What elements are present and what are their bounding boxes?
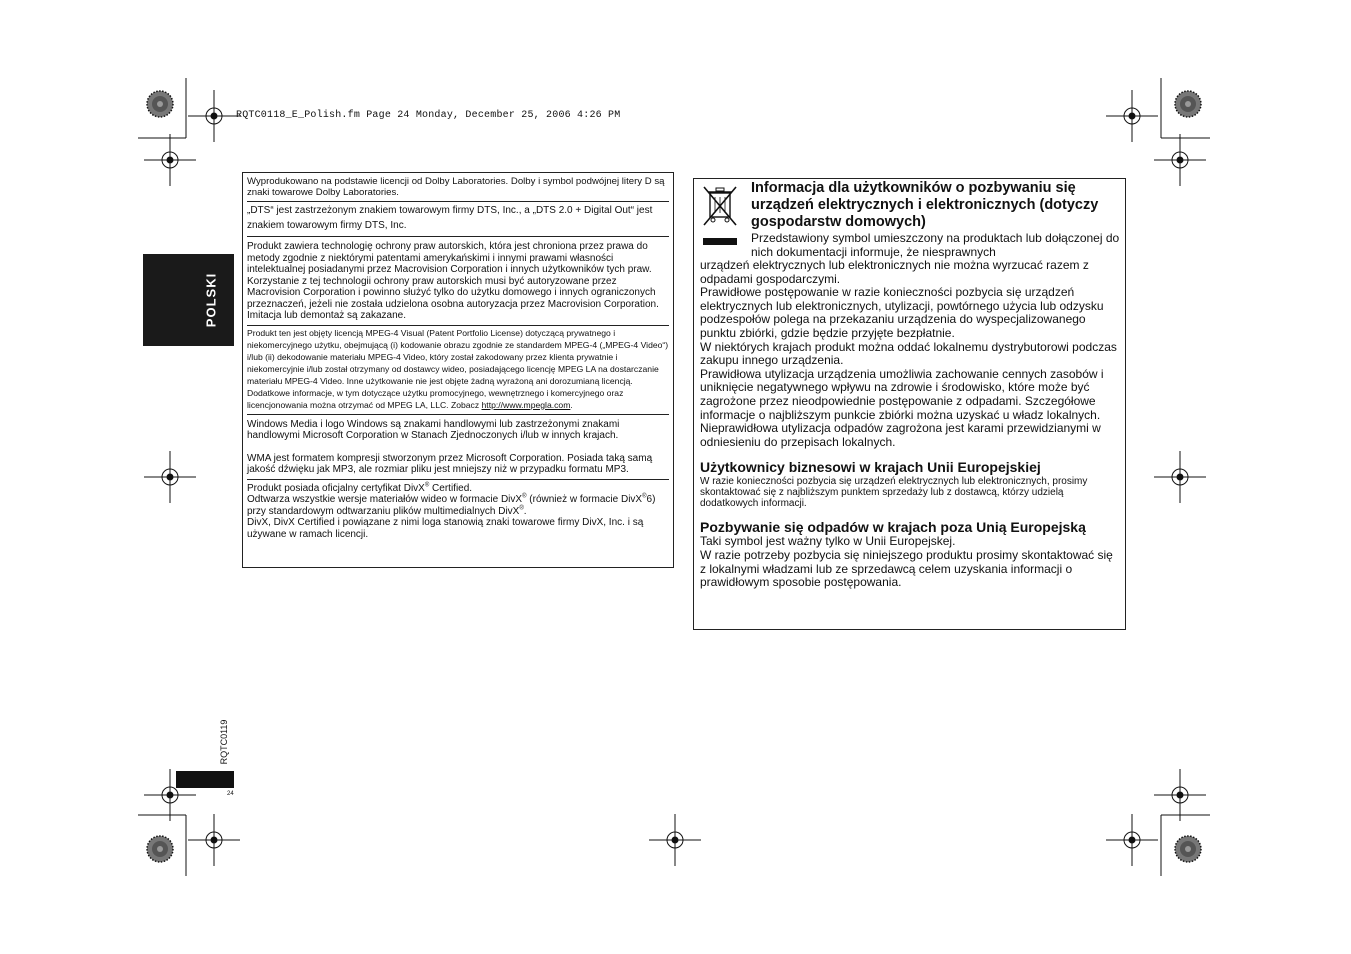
dolby-notice [247, 175, 669, 202]
weee-intro-a: Przedstawiony symbol umieszczony na produktach lub dołączonej do nich dokumentacji informuje, że niesprawnych [751, 231, 1120, 259]
weee-paragraph-3: Prawidłowa utylizacja urządzenia umożliwia zachowanie cennych zasobów i uniknięcie negatywnego wpływu na zdrowie i środowisko, które może być zagrożone przez nieodpowiednie postępowanie z odpadami. Szczegółowe informacje o najbliższym punkcie zbiórki można uzyskać u władz lokalnych. [700, 366, 1104, 422]
dolby-text: Wyprodukowano na podstawie licencji od Dolby Laboratories. Dolby i symbol podwójnej litery D są znaki towarowe Dolby Laboratories. [247, 176, 665, 198]
outside-eu-text-1: Taki symbol jest ważny tylko w Unii Europejskej. [700, 534, 956, 549]
weee-paragraph-1: Prawidłowe postępowanie w razie konieczności pozbycia się urządzeń elektrycznych lub elektronicznych, utylizacji, powtórnego użycia lub odzysku podzespołów polega na przekazaniu urządzenia do wyspecjalizowanego punktu zbiórki, gdzie będzie przyjęte bezpłatnie. [700, 285, 1104, 340]
mpeg4-notice [247, 326, 669, 415]
outside-eu-heading: Pozbywanie się odpadów w krajach poza Unią Europejską [700, 518, 1086, 535]
dts-text: „DTS“ jest zastrzeżonym znakiem towarowym firmy DTS, Inc., a „DTS 2.0 + Digital Out“ jest znakiem towarowym firmy DTS, Inc. [247, 205, 653, 231]
dts-notice [247, 202, 669, 237]
weee-title: Informacja dla użytkowników o pozbywaniu się urządzeń elektrycznych i elektronicznych (dotyczy gospodarstw domowych) [751, 180, 1099, 230]
divx-line-3: DivX, DivX Certified i powiązane z nimi loga stanowią znaki towarowe firmy DivX, Inc. i są używane w ramach licencji. [247, 517, 644, 540]
weee-paragraph-2: W niektórych krajach produkt można oddać lokalnemu dystrybutorowi podczas zakupu innego urządzenia. [700, 339, 1117, 368]
divx-line-2: Odtwarza wszystkie wersje materiałów wideo w formacie DivX® (również w formacie DivX®6) przy standardowym odtwarzaniu plików multimedialnych DivX®. [247, 493, 656, 517]
microsoft-notice [247, 415, 669, 480]
divx-line-1: Produkt posiada oficjalny certyfikat DivX® Certified. [247, 482, 473, 494]
language-label: POLSKI [203, 272, 219, 328]
file-header-line: RQTC0118_E_Polish.fm Page 24 Monday, December 25, 2006 4:26 PM [236, 110, 621, 121]
weee-body [700, 259, 1120, 590]
macrovision-notice [247, 237, 669, 326]
page-number: 24 [227, 791, 234, 797]
wma-text: WMA jest formatem kompresji stworzonym przez Microsoft Corporation. Posiada taką samą jakość dźwięku jak MP3, ale rozmiar pliku jest mniejszy niż w przypadku formatu MP3. [247, 452, 653, 475]
mpegla-link[interactable]: http://www.mpegla.com [481, 399, 571, 410]
language-tab [143, 254, 234, 346]
page-bar [176, 771, 234, 788]
mpeg4-body: Produkt ten jest objęty licencją MPEG-4 Visual (Patent Portfolio License) dotyczącą prywatnego i niekomercyjnego użytku, obejmującą (i) kodowanie obrazu zgodnie ze standardem MPEG-4 („MPEG-4 Video“) i/lub (ii) dekodowanie materiału MPEG-4 Video, który został zakodowany przez klienta prywatnie i niekomercyjnie i/lub został otrzymany od dostawcy wideo, posiadającego licencję MPEG LA na dostarczanie materiału MPEG-4 Video. Inne użytkowanie nie jest objęte żadną wyrażoną ani dorozumianą licencją. Dodatkowe informacje, w tym dotyczące użytku promocyjnego, wewnętrznego i komercyjnego oraz licencjonowania można otrzymać od MPEG LA, LLC. Zobacz [247, 327, 669, 410]
outside-eu-text-2: W razie potrzeby pozbycia się niniejszego produktu prosimy skontaktować się z lokalnymi władzami lub ze sprzedawcą celem uzyskania informacji o prawidłowym sposobie postępowania. [700, 547, 1113, 590]
windows-media-text: Windows Media i logo Windows są znakami handlowymi lub zastrzeżonymi znakami handlowymi Microsoft Corporation w Stanach Zjednoczonych i/lub w innych krajach. [247, 418, 620, 441]
business-users-text: W razie konieczności pozbycia się urządzeń elektrycznych lub elektronicznych, prosimy skontaktować się z najbliższym punktem sprzedaży lub z dostawcą, którzy udzielą dodatkowych informacji. [700, 475, 1088, 509]
mpeg4-text: Produkt ten jest objęty licencją MPEG-4 Visual (Patent Portfolio License) dotyczącą prywatnego i niekomercyjnego użytku, obejmującą (i) kodowanie obrazu zgodnie ze standardem MPEG-4 („MPEG-4 Video“) i/lub (ii) dekodowanie materiału MPEG-4 Video, który został zakodowany przez klienta prywatnie i niekomercyjnie i/lub został otrzymany od dostawcy wideo, posiadającego licencję MPEG LA na dostarczanie materiału MPEG-4 Video. Inne użytkowanie nie jest objęte żadną wyrażoną ani dorozumianą licencją. Dodatkowe informacje, w tym dotyczące użytku promocyjnego, wewnętrznego i komercyjnego oraz licencjonowania można otrzymać od MPEG LA, LLC. Zobacz http://www.mpegla.com. [247, 327, 669, 410]
business-users-heading: Użytkownicy biznesowi w krajach Unii Europejskiej [700, 459, 1041, 476]
license-notices-box [242, 172, 674, 568]
document-code: RQTC0119 [219, 719, 229, 765]
weee-disposal-box [693, 178, 1126, 630]
macrovision-text: Produkt zawiera technologię ochrony praw autorskich, która jest chroniona przez prawa do metody zgodnie z niektórymi patentami amerykańskimi i innymi prawami własności intelektualnej posiadanymi przez Macrovision Corporation i innych użytkowników tych praw. Korzystanie z tej technologii ochrony praw autorskich musi być autoryzowane przez Macrovision Corporation i powinno służyć tylko do użytku domowego i innych ograniczonych przeznaczeń, jeżeli nie została udzielona osobna autoryzacja przez Macrovision Corporation. Imitacja lub demontaż są zakazane. [247, 241, 659, 321]
weee-intro-b: urządzeń elektrycznych lub elektronicznych nie można wyrzucać razem z odpadami gospodarczymi. [700, 258, 1089, 286]
weee-paragraph-4: Nieprawidłowa utylizacja odpadów zagrożona jest karami przewidzianymi w odniesieniu do przepisach lokalnych. [700, 421, 1101, 449]
divx-notice [247, 480, 669, 544]
crossed-bin-icon [700, 183, 740, 245]
